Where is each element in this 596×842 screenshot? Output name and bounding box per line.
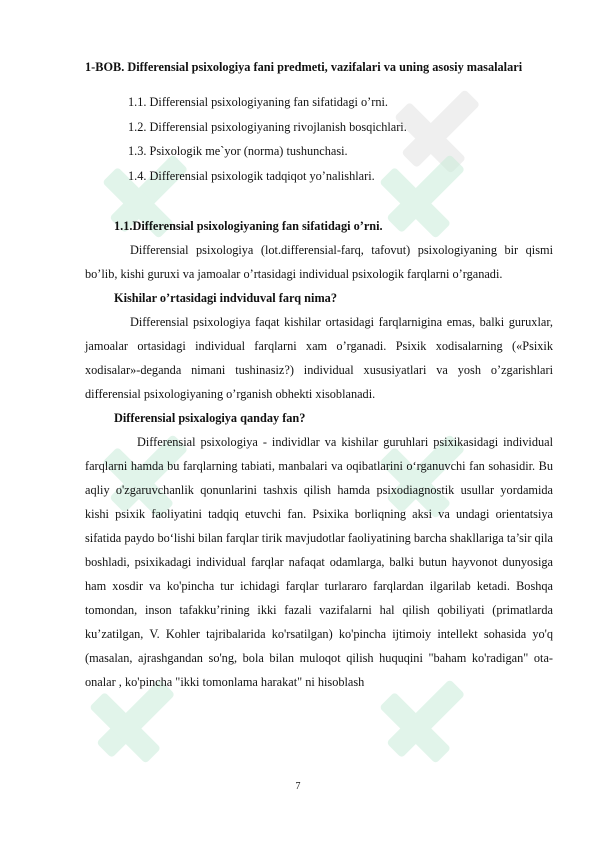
toc-item: 1.4. Differensial psixologik tadqiqot yo’nalishlari.: [128, 168, 375, 183]
section-heading: 1.1.Differensial psixologiyaning fan sifatidagi o’rni.: [114, 219, 383, 233]
toc-item: 1.3. Psixologik me`yor (norma) tushunchasi.: [128, 144, 348, 158]
toc-item: 1.2. Differensial psixologiyaning rivojlanish bosqichlari.: [128, 119, 407, 134]
toc-item: 1.1. Differensial psixologiyaning fan sifatidagi o’rni.: [128, 95, 388, 109]
paragraph: Differensial psixologiya (lot.differensial-farq, tafovut) psixologiyaning bir qismi bo’lib, kishi guruxi va jamoalar o’rtasidagi individual psixologik farqlarni o’rganadi.: [85, 243, 553, 281]
table-of-contents: [128, 90, 553, 188]
page-content: [85, 58, 553, 694]
paragraph: Differensial psixologiya faqat kishilar ortasidagi farqlarnigina emas, balki guruxlar, jamoalar ortasidagi individual farqlarni xam o’rganadi. Psixik xodisalarning («Psixik xodisalar»-deganda nimani tushinasiz?) individual xususiyatlari va yosh o’zgarishlari differensial psixologiyaning o’rganish obhekti xisoblanadi.: [85, 315, 553, 401]
paragraph: Differensial psixologiya - individlar va kishilar guruhlari psixikasidagi individual farqlarni hamda bu farqlarning tabiati, manbalari va oqibatlarini o‘rganuvchi fan sohasidir. Bu aqliy o'zgaruvchanlik qonunlarini tashxis qilish hamda psixodiagnostik usullar yordamida kishi psixik faoliyatini tadqiq etuvchi fan. Psixika borliqning aksi va undagi orientatsiya sifatida paydo bo‘lishi bilan farqlar tirik mavjudotlar faoliyatining barcha shakllariga ta’sir qila boshladi, psixikadagi individual farqlar nafaqat odamlarga, balki butun hayvonot dunyosiga ham xosdir va ko'pincha tur ichidagi farqlar turlararo farqlardan ilgarilab ketadi. Boshqa tomondan, inson tafakku’rining ikki fazali vazifalarni hal qilish qobiliyati (primatlarda ku’zatilgan, V. Kohler tajribalarida ko'rsatilgan) ko'pincha ijtimoiy intellekt sohasida yo'q (masalan, ajrashgandan so'ng, bola bilan muloqot qilish huquqini "baham ko'radigan" ota-onalar , ko'pincha "ikki tomonlama harakat" ni hisoblash: [85, 435, 553, 689]
question-heading: Kishilar o’rtasidagi indvіduval farq nima?: [114, 291, 337, 305]
question-heading: Differensial psixalogiya qanday fan?: [114, 411, 306, 425]
page-number: 7: [295, 781, 301, 792]
chapter-title: 1-BOB. Differensial psixologiya fani predmeti, vazifalari va uning asosiy masalalari: [85, 60, 523, 74]
